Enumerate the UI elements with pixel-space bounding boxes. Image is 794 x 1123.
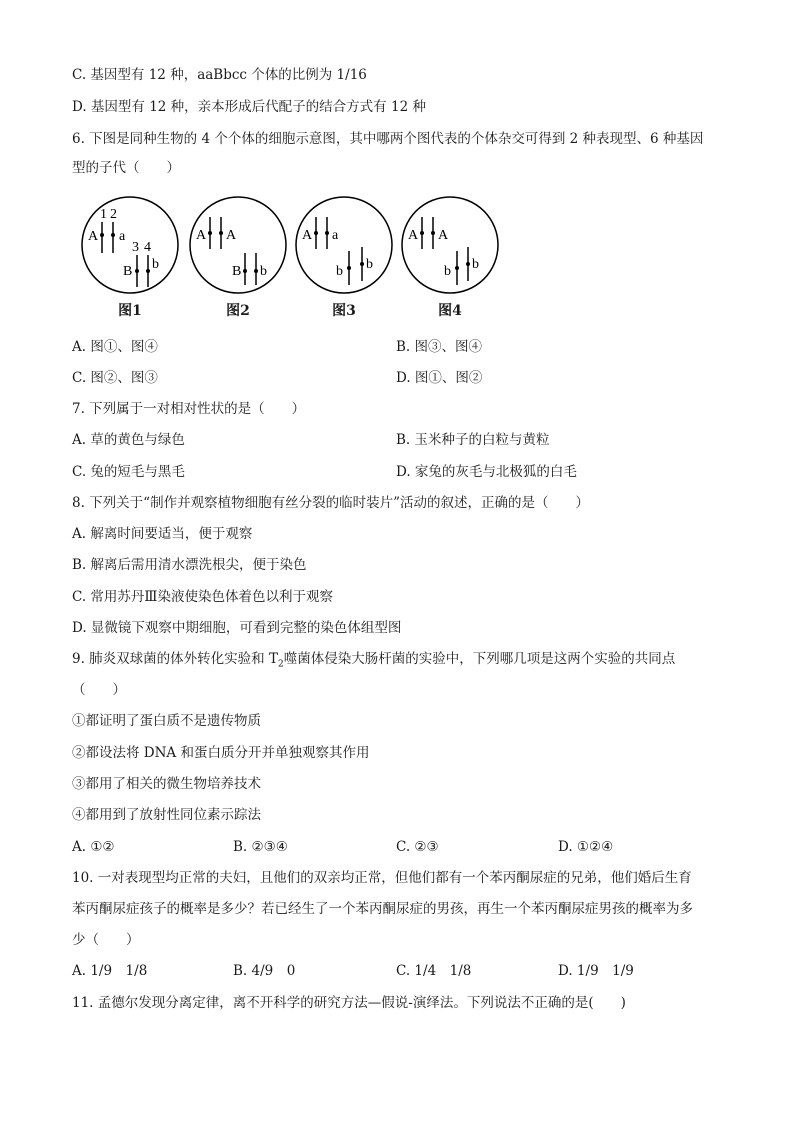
q7-option-c: C. 兔的短毛与黑毛: [72, 464, 185, 480]
cell-diagram-2: [188, 195, 288, 295]
figure-caption-4: 图4: [438, 303, 462, 319]
cell-diagram-4: [400, 195, 500, 295]
q7-option-a: A. 草的黄色与绿色: [72, 432, 185, 448]
q10-stem-line2: 苯丙酮尿症孩子的概率是多少？若已经生了一个苯丙酮尿症的男孩，再生一个苯丙酮尿症男孩的概率为多: [72, 901, 693, 917]
q8-option-d: D. 显微镜下观察中期细胞，可看到完整的染色体组型图: [72, 620, 402, 636]
cell-diagram-1: [80, 195, 180, 295]
q10-option-c: C. 1/4 1/8: [396, 963, 472, 979]
q8-option-c: C. 常用苏丹Ⅲ染液使染色体着色以利于观察: [72, 589, 333, 605]
allele-label: b: [472, 257, 479, 272]
q10-option-d: D. 1/9 1/9: [558, 963, 634, 979]
q6-stem-line1: 6. 下图是同种生物的 4 个个体的细胞示意图，其中哪两个图代表的个体杂交可得到 2 种表现型、6 种基因: [72, 131, 704, 147]
chromosome-number-2: 2: [110, 207, 117, 222]
chromosome-number-3: 3: [132, 240, 139, 255]
q9-stem-subscript: 2: [277, 659, 284, 670]
figure-caption-1: 图1: [118, 303, 142, 319]
q10-option-a: A. 1/9 1/8: [72, 963, 148, 979]
q9-option-b: B. ②③④: [233, 839, 288, 855]
allele-label: a: [119, 229, 126, 244]
allele-label: b: [336, 264, 343, 279]
q8-option-b: B. 解离后需用清水漂洗根尖，便于染色: [72, 557, 307, 573]
allele-label: A: [196, 228, 207, 243]
allele-label: b: [260, 264, 267, 279]
allele-label: B: [123, 264, 133, 279]
chromosome-number-1: 1: [100, 207, 107, 222]
q6-option-d: D. 图①、图②: [396, 370, 483, 386]
allele-label: A: [438, 228, 449, 243]
q9-stem-line1: [72, 650, 675, 674]
q10-stem-line3: 少（ ）: [72, 932, 140, 948]
q10-option-b: B. 4/9 0: [233, 963, 296, 979]
q9-stem-pre: 9. 肺炎双球菌的体外转化实验和 T: [72, 651, 278, 667]
q7-option-b: B. 玉米种子的白粒与黄粒: [396, 432, 550, 448]
q7-option-d: D. 家兔的灰毛与北极狐的白毛: [396, 464, 577, 480]
q7-stem: 7. 下列属于一对相对性状的是（ ）: [72, 401, 306, 417]
q8-option-a: A. 解离时间要适当，便于观察: [72, 526, 253, 542]
q5-option-c: C. 基因型有 12 种，aaBbcc 个体的比例为 1/16: [72, 67, 367, 83]
allele-label: A: [88, 229, 99, 244]
figure-caption-3: 图3: [332, 303, 356, 319]
figure-caption-2: 图2: [226, 303, 250, 319]
allele-label: b: [152, 257, 159, 272]
q6-stem-line2: 型的子代（ ）: [72, 160, 180, 176]
cell-diagram-3: [294, 195, 394, 295]
q9-item-3: ③都用了相关的微生物培养技术: [72, 776, 261, 792]
q10-stem-line1: 10. 一对表现型均正常的夫妇，且他们的双亲均正常，但他们都有一个苯丙酮尿症的兄弟，他们婚后生育: [72, 870, 692, 886]
q6-option-c: C. 图②、图③: [72, 370, 158, 386]
allele-label: a: [332, 228, 339, 243]
q9-item-4: ④都用到了放射性同位素示踪法: [72, 807, 261, 823]
q9-option-c: C. ②③: [396, 839, 439, 855]
q11-stem: 11. 孟德尔发现分离定律，离不开科学的研究方法—假说-演绎法。下列说法不正确的是( ): [72, 995, 626, 1011]
q6-option-a: A. 图①、图④: [72, 339, 158, 355]
q8-stem: 8. 下列关于“制作并观察植物细胞有丝分裂的临时装片”活动的叙述，正确的是（ ）: [72, 495, 589, 511]
allele-label: A: [302, 228, 313, 243]
q6-option-b: B. 图③、图④: [396, 339, 483, 355]
q9-stem-line2: （ ）: [72, 682, 126, 698]
allele-label: A: [226, 228, 237, 243]
allele-label: A: [408, 228, 419, 243]
q9-option-d: D. ①②④: [558, 839, 614, 855]
q5-option-d: D. 基因型有 12 种，亲本形成后代配子的结合方式有 12 种: [72, 99, 426, 115]
q9-option-a: A. ①②: [72, 839, 115, 855]
allele-label: b: [444, 264, 451, 279]
allele-label: b: [366, 257, 373, 272]
allele-label: B: [232, 264, 242, 279]
chromosome-number-4: 4: [144, 240, 151, 255]
q9-stem-post: 噬菌体侵染大肠杆菌的实验中，下列哪几项是这两个实验的共同点: [283, 651, 676, 667]
q9-item-2: ②都设法将 DNA 和蛋白质分开并单独观察其作用: [72, 745, 370, 761]
q9-item-1: ①都证明了蛋白质不是遗传物质: [72, 713, 261, 729]
